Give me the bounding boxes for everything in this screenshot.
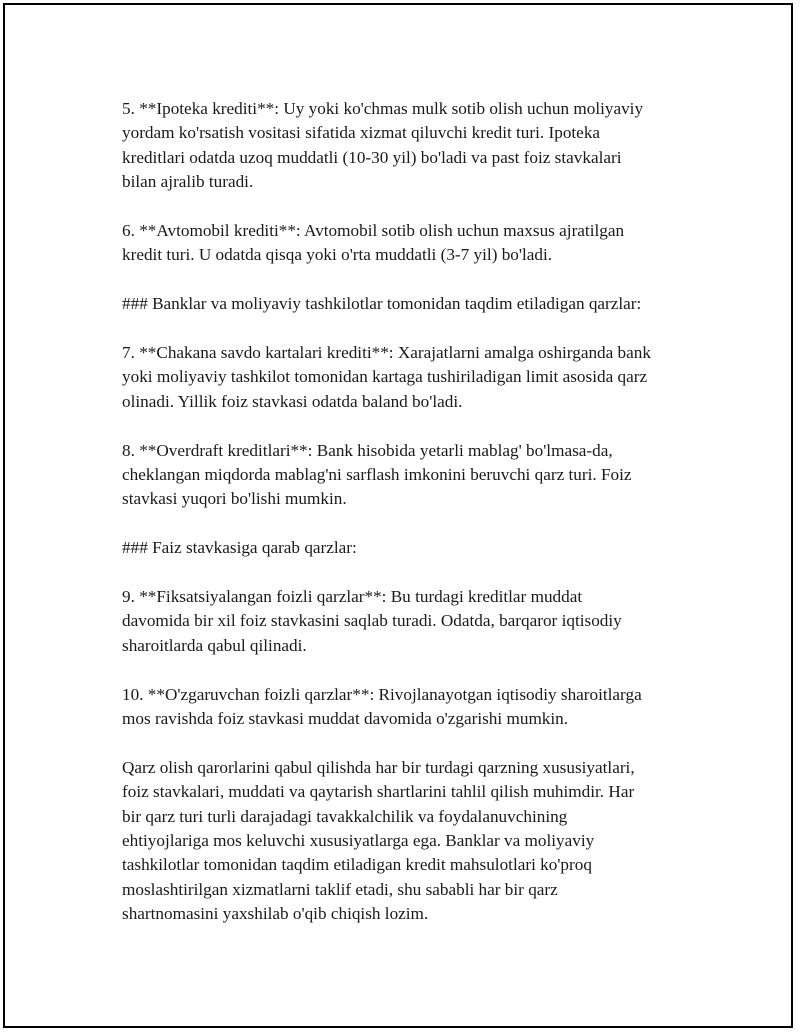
paragraph-conclusion: Qarz olish qarorlarini qabul qilishda har bir turdagi qarzning xususiyatlari, foiz stavkalari, muddati va qaytarish shartlarini tahlil qilish muhimdir. Har bir qarz turi turli darajadagi tavakkalchilik va foydalanuvchining ehtiyojlariga mos keluvchi xususiyatlarga ega. Banklar va moliyaviy tashkilotlar tomonidan taqdim etiladigan kredit mahsulotlari ko'proq moslashtirilgan xizmatlarni taklif etadi, shu sababli har bir qarz shartnomasini yaxshilab o'qib chiqish lozim. <box>122 757 635 924</box>
section-heading-bank-loans: ### Banklar va moliyaviy tashkilotlar tomonidan taqdim etiladigan qarzlar: <box>122 294 642 314</box>
page-frame <box>3 3 793 1028</box>
paragraph-car-loan: 6. **Avtomobil krediti**: Avtomobil sotib olish uchun maxsus ajratilgan kredit turi. U odatda qisqa yoki o'rta muddatli (3-7 yil) bo'ladi. <box>122 221 625 265</box>
section-heading-interest-rate: ### Faiz stavkasiga qarab qarzlar: <box>122 538 357 558</box>
paragraph-mortgage-loan: 5. **Ipoteka krediti**: Uy yoki ko'chmas mulk sotib olish uchun moliyaviy yordam ko'rsatish vositasi sifatida xizmat qiluvchi kredit turi. Ipoteka kreditlari odatda uzoq muddatli (10-30 yil) bo'ladi va past foiz stavkalari bilan ajralib turadi. <box>122 99 644 192</box>
document-body <box>122 97 702 927</box>
paragraph-retail-card-credit: 7. **Chakana savdo kartalari krediti**: Xarajatlarni amalga oshirganda bank yoki moliyaviy tashkilot tomonidan kartaga tushiriladigan limit asosida qarz olinadi. Yillik foiz stavkasi odatda baland bo'ladi. <box>122 343 651 411</box>
paragraph-variable-rate-loans: 10. **O'zgaruvchan foizli qarzlar**: Rivojlanayotgan iqtisodiy sharoitlarga mos ravishda foiz stavkasi muddat davomida o'zgarishi mumkin. <box>122 684 642 729</box>
paragraph-overdraft-loans: 8. **Overdraft kreditlari**: Bank hisobida yetarli mablag' bo'lmasa-da, cheklangan miqdorda mablag'ni sarflash imkonini beruvchi qarz turi. Foiz stavkasi yuqori bo'lishi mumkin. <box>122 440 632 509</box>
paragraph-fixed-rate-loans: 9. **Fiksatsiyalangan foizli qarzlar**: Bu turdagi kreditlar muddat davomida bir xil foiz stavkasini saqlab turadi. Odatda, barqaror iqtisodiy sharoitlarda qabul qilinadi. <box>122 587 622 655</box>
